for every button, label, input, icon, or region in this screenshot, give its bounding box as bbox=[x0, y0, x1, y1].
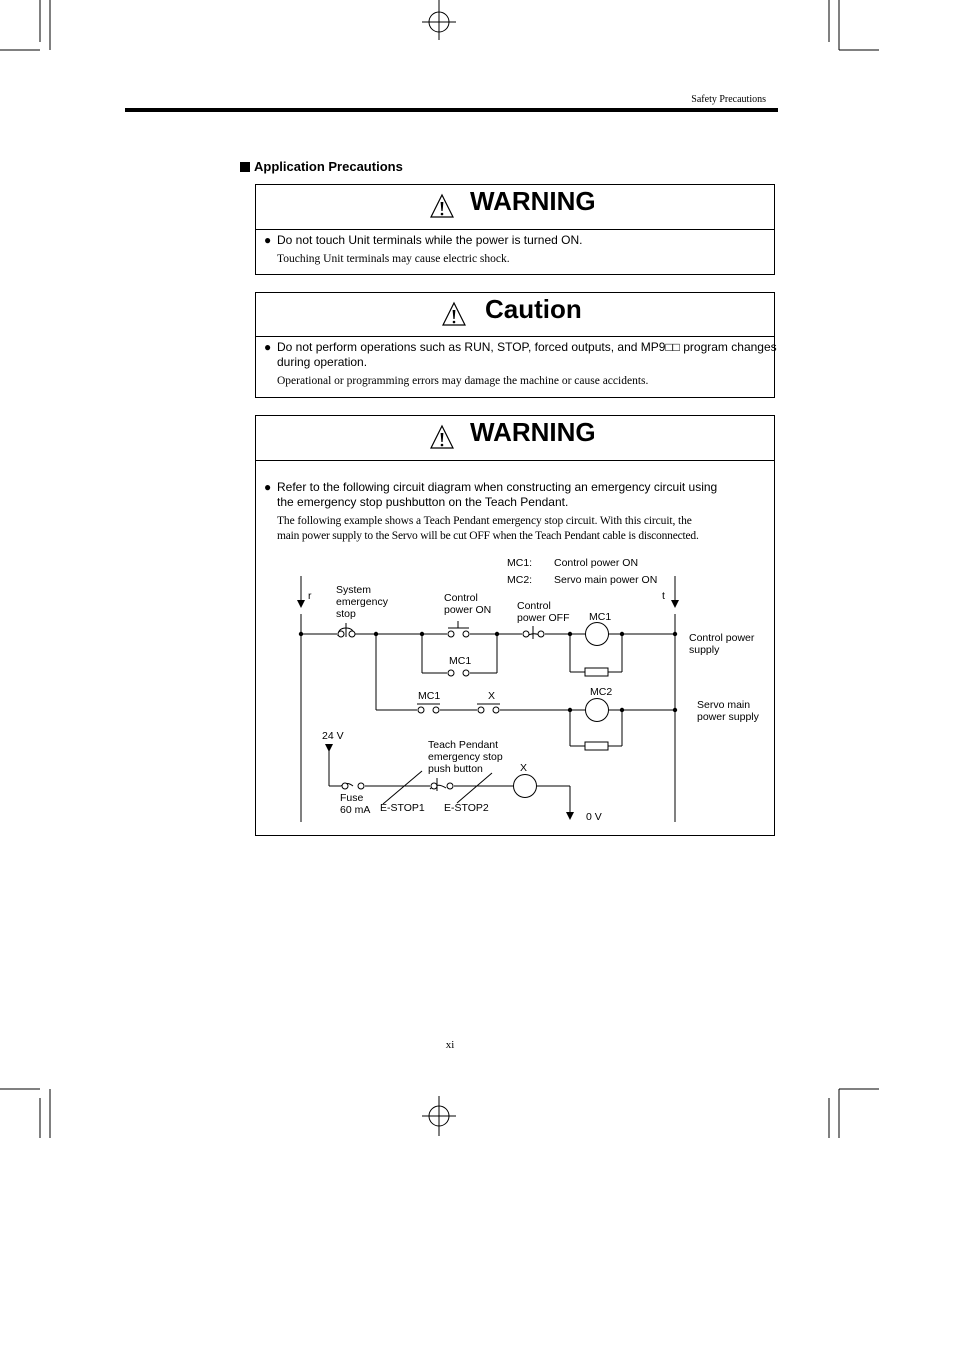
rail-r-label: r bbox=[308, 590, 312, 602]
bullet-note: The following example shows a Teach Pendant emergency stop circuit. With this circuit, the main power supply to the Servo will be cut OFF when the Teach Pendant cable is disconnected. bbox=[277, 515, 699, 542]
mc1-contact2-label: MC1 bbox=[418, 690, 441, 702]
bullet-note: Operational or programming errors may damage the machine or cause accidents. bbox=[277, 375, 649, 387]
control-on-label: Control power ON bbox=[444, 592, 492, 616]
page-number: xi bbox=[445, 1039, 455, 1051]
x-contact-label: X bbox=[488, 690, 496, 702]
warning-title: WARNING bbox=[470, 186, 596, 216]
bullet-icon: ● bbox=[264, 233, 272, 247]
estop1-label: E-STOP1 bbox=[380, 802, 425, 814]
fuse-label: Fuse 60 mA bbox=[340, 792, 371, 816]
voltage-24v-label: 24 V bbox=[322, 730, 344, 742]
legend-value-mc1: Control power ON bbox=[554, 557, 639, 569]
bullet-icon: ● bbox=[264, 480, 272, 494]
system-stop-label: System emergency stop bbox=[336, 584, 388, 620]
estop2-label: E-STOP2 bbox=[444, 802, 489, 814]
bullet-note: Touching Unit terminals may cause electric shock. bbox=[277, 253, 510, 265]
legend-key-mc1: MC1: bbox=[507, 557, 533, 569]
servo-supply-label: Servo main power supply bbox=[697, 699, 759, 723]
warning-title: WARNING bbox=[470, 417, 596, 447]
rail-t-label: t bbox=[662, 590, 665, 602]
teach-pendant-label: Teach Pendant emergency stop push button bbox=[428, 739, 503, 775]
caution-title: Caution bbox=[485, 294, 582, 324]
mc1-contact-label: MC1 bbox=[449, 655, 472, 667]
bullet-item: ● Refer to the following circuit diagram when constructing an emergency circuit using the emergency stop pushbutton on the Teach Pendant. bbox=[264, 480, 718, 509]
section-title: Application Precautions bbox=[240, 159, 403, 174]
bullet-item: ● Do not perform operations such as RUN, STOP, forced outputs, and MP9□□ program changes during operation. bbox=[264, 340, 777, 369]
bullet-icon: ● bbox=[264, 340, 272, 354]
control-supply-label: Control power supply bbox=[689, 632, 755, 656]
mc2-coil-label: MC2 bbox=[590, 686, 613, 698]
legend-key-mc2: MC2: bbox=[507, 574, 533, 586]
mc1-coil-label: MC1 bbox=[589, 611, 612, 623]
x-coil-label: X bbox=[520, 762, 528, 774]
control-off-label: Control power OFF bbox=[517, 600, 570, 624]
bullet-item: ● Do not touch Unit terminals while the power is turned ON. bbox=[264, 233, 583, 247]
voltage-0v-label: 0 V bbox=[586, 811, 602, 823]
running-header: Safety Precautions bbox=[691, 94, 766, 105]
legend-value-mc2: Servo main power ON bbox=[554, 574, 658, 586]
